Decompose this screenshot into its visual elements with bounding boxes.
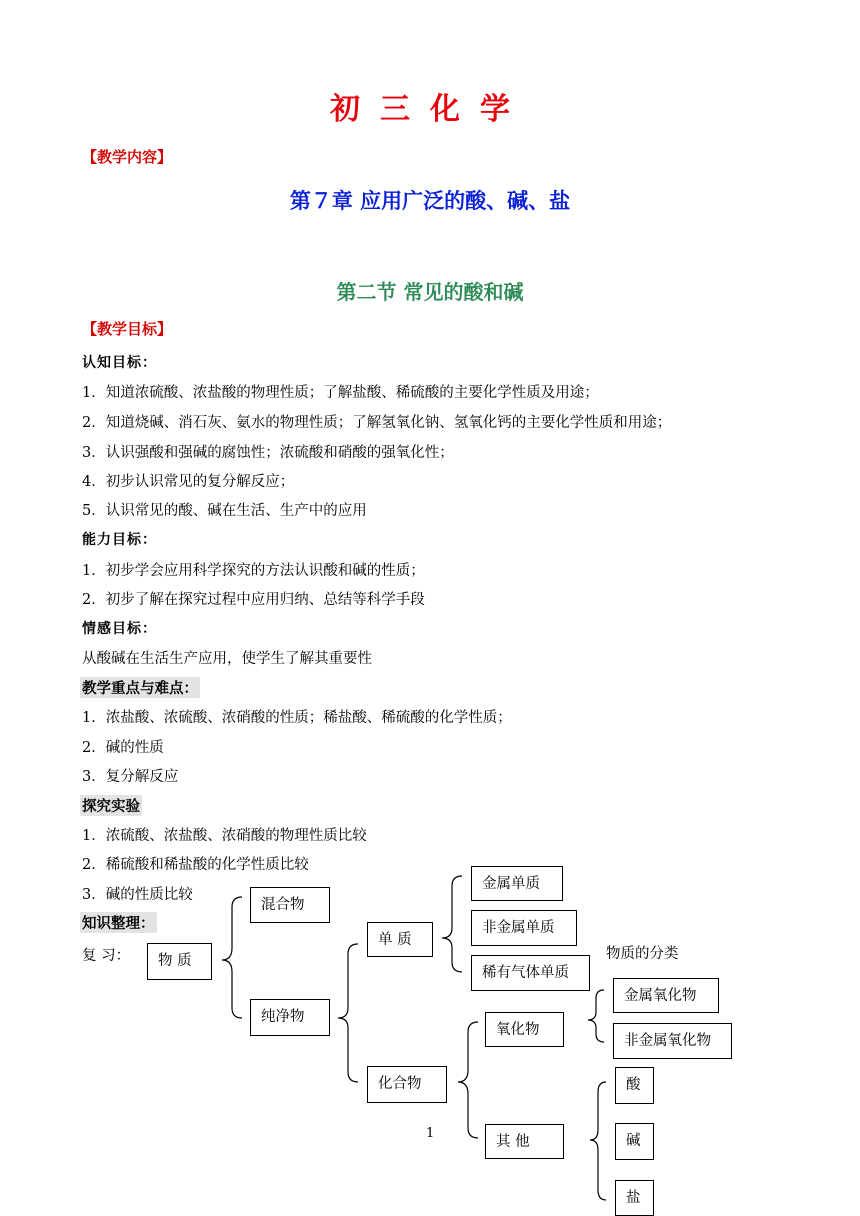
cognitive-goals-heading: 认知目标： <box>82 355 157 371</box>
document-title: 初三化学 <box>330 92 530 127</box>
teaching-goals-tag: 【教学目标】 <box>82 320 173 338</box>
nonmetal-oxide-node: 非金属氧化物 <box>613 1023 732 1059</box>
mixture-node: 混合物 <box>250 887 330 923</box>
teaching-content-tag: 【教学内容】 <box>82 148 173 166</box>
pure-substance-node: 纯净物 <box>250 999 330 1036</box>
classification-caption: 物质的分类 <box>606 946 679 962</box>
nonmetal-element-node: 非金属单质 <box>471 910 577 946</box>
noble-gas-element-node: 稀有气体单质 <box>471 955 590 991</box>
key-point-item: 2．碱的性质 <box>82 740 164 756</box>
metal-element-node: 金属单质 <box>471 866 563 901</box>
experiments-heading: 探究实验 <box>80 795 142 816</box>
section-title: 第二节 常见的酸和碱 <box>336 280 524 304</box>
knowledge-heading: 知识整理： <box>80 912 157 933</box>
other-compound-node: 其 他 <box>485 1124 564 1159</box>
metal-oxide-node: 金属氧化物 <box>613 978 719 1013</box>
cognitive-goal-item: 2．知道烧碱、消石灰、氨水的物理性质；了解氢氧化钠、氢氧化钙的主要化学性质和用途； <box>82 415 672 431</box>
compound-node: 化合物 <box>367 1066 447 1103</box>
cognitive-goal-item: 1．知道浓硫酸、浓盐酸的物理性质；了解盐酸、稀硫酸的主要化学性质及用途； <box>82 385 599 401</box>
ability-goal-item: 1．初步学会应用科学探究的方法认识酸和碱的性质； <box>82 563 425 579</box>
ability-goals-heading: 能力目标： <box>82 532 157 548</box>
ability-goal-item: 2．初步了解在探究过程中应用归纳、总结等科学手段 <box>82 592 425 608</box>
element-node: 单 质 <box>367 922 433 957</box>
cognitive-goal-item: 4．初步认识常见的复分解反应； <box>82 474 295 490</box>
emotion-goal-item: 从酸碱在生活生产应用，使学生了解其重要性 <box>82 651 372 667</box>
experiment-item: 2．稀硫酸和稀盐酸的化学性质比较 <box>82 857 309 873</box>
acid-node: 酸 <box>615 1067 654 1104</box>
matter-node: 物 质 <box>147 943 212 980</box>
chapter-title: 第７章 应用广泛的酸、碱、盐 <box>289 189 571 213</box>
key-point-item: 1．浓盐酸、浓硫酸、浓硝酸的性质；稀盐酸、稀硫酸的化学性质； <box>82 710 512 726</box>
key-points-heading: 教学重点与难点： <box>80 677 200 698</box>
base-node: 碱 <box>615 1123 654 1160</box>
cognitive-goal-item: 5．认识常见的酸、碱在生活、生产中的应用 <box>82 503 367 519</box>
experiment-item: 1．浓硫酸、浓盐酸、浓硝酸的物理性质比较 <box>82 828 367 844</box>
emotion-goals-heading: 情感目标： <box>82 621 157 637</box>
cognitive-goal-item: 3．认识强酸和强碱的腐蚀性；浓硫酸和硝酸的强氧化性； <box>82 445 454 461</box>
experiment-item: 3．碱的性质比较 <box>82 887 193 903</box>
page-number: 1 <box>426 1126 435 1141</box>
salt-node: 盐 <box>615 1180 654 1216</box>
oxide-node: 氧化物 <box>485 1012 564 1047</box>
key-point-item: 3．复分解反应 <box>82 769 179 785</box>
review-label: 复 习： <box>82 948 131 964</box>
